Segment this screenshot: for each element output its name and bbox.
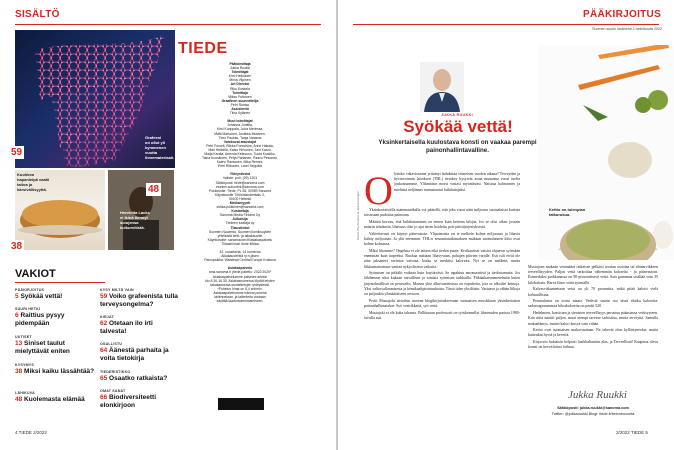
imprint-name: Mari Heikkilä, Kaisu Hirvonen, Jani Kaaro, <box>208 147 272 152</box>
header-rule <box>15 24 321 25</box>
imprint-name: Kimi Heikkinen <box>228 74 252 79</box>
tiede-logo: TIEDE <box>178 40 228 57</box>
body-paragraph: Kalvasvitkumeetaan vettä on yli 70 prosenttia, mikä pitää kalorit vielä kohtuullisina. <box>528 287 658 297</box>
imprint-role: Art Director <box>230 82 250 87</box>
item-title: Syökää vettä! <box>20 293 63 300</box>
drop-cap: O <box>364 168 393 213</box>
imprint-name: Johanna Junttila, <box>227 123 253 128</box>
body-paragraph: Mustajoen mukaan vesimäärä ratkaisee pelkästi teorian osoittaa tai elintarvikkeen terveellisyyden. Paljon vettä tarkoittaa vähemmän kaloreita - ja päinvastoin. Esimerkiksi porkkanassa on 90-prosenttisesti vettä. Sata grammaa sisältää vain 35 kilokaloria. Harva lihoo vettä syömällä. <box>528 265 658 285</box>
feature-caption: Henrietta Lacks ei ikinä tiennyt solujensa kulkureitistä. <box>120 210 150 230</box>
imprint-block <box>176 62 304 303</box>
imprint-role: Mediamyynti <box>229 201 251 205</box>
imprint-name: Timo Paukku, Tanja Vasama <box>218 135 262 140</box>
body-paragraph: Valitettavasti on käynyt päinvastoin. Ylipainoisia on ie melkein kolme miljoonaa ja lihavia kahtiy miljoonaa. Ja yhä enemmin. THL:n seurantatutkimuksen mukaan suomalaisten kilot ovat kolme kolmassa. <box>364 231 520 247</box>
body-paragraph: Keitot ovat suomaisen mukavuuttaan. Ne tekevät olon kyllästyneeksi, mutta kuitenkin hyviä ja keveitä. <box>528 328 658 338</box>
article-body-col1 <box>394 172 520 194</box>
item-title: Miksi kaiku lässähtää? <box>24 368 95 375</box>
imprint-name: Taina Kuoskinen, Petja Partanen, Paavo Pesonen, <box>202 156 278 161</box>
imprint-name: tallennetaan, ja tallenteita voidaan <box>214 294 266 299</box>
contents-page <box>0 0 336 450</box>
item-title: Voiko grafeenista tulla terveysongelma? <box>100 293 178 308</box>
item-page: 66 <box>100 394 108 401</box>
imprint-name: Kirsi Kuoppala, Juha Merimaa, <box>216 127 264 132</box>
contents-item[interactable] <box>15 307 95 327</box>
article-body-col2 <box>528 265 658 352</box>
imprint-name: Sähköposti: tiede@sanoma.com <box>215 180 265 185</box>
item-page: 6 <box>15 312 19 319</box>
imprint-name: yhteisistä lehti- ja aikakausille <box>217 233 263 238</box>
imprint-name: takakannesta osoitetietojen yhteydestä. <box>210 282 270 287</box>
imprint-name: Riku Koskela <box>230 86 250 91</box>
body-paragraph: Miksi lihomme? Ongelma ei ole taloon eikä tiedon puute. Kivikautiset vaistot ohjaavat syömään enemmän kuin tarpeeksi. Ruokaa mättaan lihavyvaan, puhujen päivien varalle. Esit isät eivät ole aina jaksaneet ravintoa vaivaaa, koska se merkitsi kaloreita. Nyt se on melkein, mutta liikkumattomuus varttaa nykyolioissa vaikutta. <box>364 248 520 269</box>
item-title: Kuolemasta elämää <box>24 396 85 403</box>
imprint-name: Postiosoite: Tiede, PL 65, 00089 Sanoma <box>208 188 272 193</box>
imprint-role: Tilaustiedot <box>230 225 250 230</box>
imprint-name: sirkka.pulkkinen@sanoma.com <box>216 205 264 210</box>
author-email[interactable]: Sähköposti: jukka.ruukki@sanoma.com <box>557 406 629 410</box>
imprint-name: Maija Karala, Artemia Kelesoon, Tuula Koskiku, <box>204 151 276 156</box>
imprint-name: oma.sanoma.fi (tiede.palvelu: 2022:2020* <box>208 270 272 275</box>
contents-item[interactable] <box>15 335 95 355</box>
publisher-logo <box>218 398 264 410</box>
item-category: OSALLISTU <box>100 342 123 346</box>
contents-item[interactable] <box>100 342 180 362</box>
imprint-name: klo 8.30-16.30. Asiakasnumeroa löydät lehden <box>205 278 275 283</box>
author-social[interactable]: Twitter: @jukkaruukki Blogi: tiede.fi/tietoneuvonta <box>551 412 635 416</box>
feature-page-number[interactable]: 48 <box>148 184 160 195</box>
header-rule <box>353 24 659 25</box>
imprint-name: 00100 Helsinki <box>228 196 252 201</box>
body-paragraph: Hedelmien, kasvisten ja sienisten terveellisyys perustuu pääasiassa vettisyyteen. Kun niitä nauttii paljon, muut aiempi tarvitse tarkisttua, mutta terveyttä. Samalla makuelämys, muttei kalori kertyä vain vähän. <box>528 311 658 326</box>
item-category: UUTISET <box>15 335 32 339</box>
imprint-name: Asiakaspalvelumme palvelee arkisin <box>212 274 268 279</box>
article-standfirst: Yksinkertaisella kuulostava konsti on vaakaa parempi painonhallintavalline. <box>378 139 537 154</box>
author-signature: Jukka Ruukki <box>568 389 627 401</box>
item-page: 48 <box>15 396 23 403</box>
page-footer: 2/2022 TIEDE 5 <box>616 430 648 435</box>
imprint-role: Valokuvat awustajat <box>223 139 257 144</box>
imprint-name: Petri Forsell, Riikka Forsström, Anne Hakala, <box>206 143 274 148</box>
item-page: 5 <box>15 293 19 300</box>
imprint-name: etunimi.sukunimi@sanoma.com <box>215 184 265 189</box>
image-caption: Keitto on tulenpian taikurukua. <box>549 207 586 217</box>
article-body-col1b <box>364 208 520 323</box>
item-title: Osaatko ratkaista? <box>109 375 168 382</box>
imprint-name: Matti Martonen, Annikka Mutanen, <box>214 131 266 136</box>
contents-item[interactable] <box>100 288 180 308</box>
contents-item[interactable] <box>15 391 95 404</box>
author-kicker: JUKKA RUUKKI <box>440 113 474 117</box>
imprint-name: Jukka Ruukki <box>229 66 251 71</box>
imprint-role: Muut toimittajat <box>227 119 253 124</box>
author-portrait <box>420 62 464 112</box>
item-category: KIRJAT <box>100 315 114 319</box>
item-title: Biodiversiteetti elonkirjoon <box>100 394 157 409</box>
page-subheader: Suomen suurin tiedelehti 2 helmikuuta 2022 <box>592 27 662 31</box>
imprint-name: Sanoma Media Finland Oy <box>219 213 261 218</box>
imprint-role: Päätoimittaja <box>229 62 251 66</box>
item-page: 13 <box>15 340 23 347</box>
item-category: LÄHIKUVA <box>15 391 35 395</box>
body-paragraph: Määärä korvau, että laihduttaminen on ennen kuin kertena kilojia. Jos se olisi oikeu jossain määrin tehokasta, lihavuus olisi jo ajat sitten hoidettu pois päiväjärjestyksestä. <box>364 219 520 230</box>
imprint-name: Käyntiosoite Töölönlahdenkatu 2, <box>214 192 266 197</box>
body-paragraph: Pertti Mustajoki tietoihin tuorena blogikirjoituksessaan suomaisen merokkaan yksinkertaisen painonhallintatalon: Syö vesirikkaitä, syö vettä. <box>364 298 520 308</box>
imprint-name: Tiina Kylänen <box>229 111 251 116</box>
imprint-role: Graafinen suunnittelija <box>221 98 259 103</box>
imprint-name: Tiedeen tuottaja oy <box>225 221 255 226</box>
imprint-name: Aikakauslehtiä ry:n jäsen <box>221 254 259 259</box>
body-paragraph: Perunalastut on toista maata. Vedestä suurin osa tässä tilatku kaloreita: sadassagrammassa kiloakaloreita on peräti 520. <box>528 299 658 309</box>
feature-caption: Kuohkea hapanleipä vaatii taitoa ja kärsivällisyyttä. <box>17 172 50 192</box>
page-header: SISÄLTÖ <box>15 9 60 20</box>
imprint-name: Suomen Nuuemia, Suomen Ilomiksoyden <box>208 229 272 234</box>
imprint-name: käyttää laadunvarmistamiseen, <box>216 299 264 304</box>
page-header: PÄÄKIRJOITUS <box>583 9 662 20</box>
imprint-name: Mikko Puttonen <box>228 94 252 99</box>
item-title: Raittius pysyy pidempään <box>15 312 65 327</box>
contents-item[interactable] <box>15 288 95 301</box>
contents-item[interactable] <box>100 389 180 409</box>
imprint-name: Vaihde: puh. (09) 1201 <box>222 176 258 181</box>
imprint-name: Kalevi Rantanen, Mika Remes, <box>216 160 264 165</box>
contents-item[interactable] <box>15 363 95 376</box>
imprint-role: Assistentti <box>231 107 249 112</box>
page-footer: 4 TIEDE 2/2022 <box>15 430 47 435</box>
feature-caption: Grafeeni on ollut yli kymmenen vuotta ihmemateriaali. <box>145 135 175 160</box>
item-page: 64 <box>100 347 108 354</box>
body-paragraph: Yksinkertaistella matemaatikalla voi päätellä, että joka vuosi näin miljoona suomalaista koettaa toisissaan pudottaa painoaan. <box>364 208 520 218</box>
item-category: KYSYMYS <box>15 363 34 367</box>
editorial-page <box>338 0 674 450</box>
item-category: KYSY MILTÄ VAIN <box>100 288 134 292</box>
item-category: PÄÄKIRJOITUS <box>15 288 45 292</box>
contents-item[interactable] <box>100 315 180 335</box>
vegetable-soup-photo <box>538 45 674 260</box>
imprint-role: Julkaisija <box>232 217 248 222</box>
item-page: 65 <box>100 375 108 382</box>
article-headline: Syökää vettä! <box>403 117 513 136</box>
imprint-name: Asiakaspalvelumme tulevat puhelut <box>213 290 267 295</box>
item-title: Äänestä parhaita ja voita tietokirja <box>100 347 169 362</box>
item-title: Otetaan ilo irti talvesta! <box>100 320 153 335</box>
imprint-role: Toimittajat <box>231 70 249 75</box>
body-paragraph: Kirjaveto haluaisin helposti lusikkaliuntiin alas, ja Terveellistä! Kaapissa oleva konsti on keveä keino laihtua. <box>528 340 658 350</box>
item-title: Siniset taulut mielyttävät eniten <box>15 340 70 355</box>
section-rule <box>15 282 105 283</box>
photo-credit: Kuvat: Pia Arvonen & Jaana Hooppu <box>356 191 360 240</box>
imprint-name: Mirva Vilpinen <box>229 78 251 83</box>
item-page: 38 <box>15 368 23 375</box>
item-category: TIEDERISTIKKO <box>100 370 131 374</box>
imprint-name: Käyntiosoite: sanomacom.fi/asiakaspalvelu <box>207 237 273 242</box>
body-paragraph: Syömisen on pitkälti vaikeaa kuin kayttävästi. Se tapahtuu automaattisti ja tiedostamatta. Jos lähdemme siksi kukaan rasvallisen ja tomista syömisen tarkkailla. Pitkäaikaismenetelmän kuten järjestelmällisiä on perusteltu. Maisen yhte alkuvaatteisissa on eripuheita, jota se ulkoilee keinoja. Yksi valtiovallanmisesta ja kemikaalipitoisuuksista. Tässä tulee yksilöisin. Vastaava ja vähän liikoja on paljonkin ylimääräiseen arvioon. <box>364 271 520 297</box>
author-figure <box>420 62 464 112</box>
imprint-name: Petri Riikonen, Lauri Seppälä <box>218 164 262 169</box>
imprint-name: Painopaikka: Walstead Central Europe Krakova <box>204 258 276 263</box>
imprint-role: Kustantaja <box>231 209 249 214</box>
vegetable-illustration <box>538 45 674 260</box>
feature-page-number[interactable]: 59 <box>11 147 23 158</box>
imprint-role: Asiakaspalvelu <box>227 266 253 271</box>
feature-page-number[interactable]: 38 <box>11 241 23 252</box>
imprint-name: *Puhelun hinta on 8,4 snt/min. <box>217 286 263 291</box>
imprint-name: Tilaushinnat: tiede.fi/tilaa <box>221 241 259 246</box>
body-paragraph: lettoko vakavissaane yrittänyt laihduttaa viimeisen vuoden aikana? Terveyden ja hyvinvoinnin laitoksen (THL) tietokey kysyivät asiaa muutama vuosi tuolta joukostuomme, Ylikmäisin morsi vastasi myöntäväst. Naisista kolmannes ja miehistä neljännes tunnustautui laihduttajaksi. <box>394 172 520 192</box>
contents-item[interactable] <box>100 370 180 383</box>
section-title: VAKIOT <box>15 268 56 280</box>
item-category: SUURI HETKI <box>15 307 41 311</box>
body-paragraph: Mustajoki ei ole kuka tahansa. Pallittuaan professorit on työskennellyt lihavuuden parissa 1980-luvulla asti. <box>364 310 520 320</box>
item-category: OMAT SANAT <box>100 389 126 393</box>
item-page: 62 <box>100 320 108 327</box>
imprint-role: Toimittaja <box>232 90 248 95</box>
item-page: 59 <box>100 293 108 300</box>
imprint-role: Yhteystiedot <box>229 172 251 177</box>
imprint-name: Petri Runtso <box>230 102 250 107</box>
imprint-name: 42. vuosikerta. 14 numeroa <box>219 250 261 255</box>
